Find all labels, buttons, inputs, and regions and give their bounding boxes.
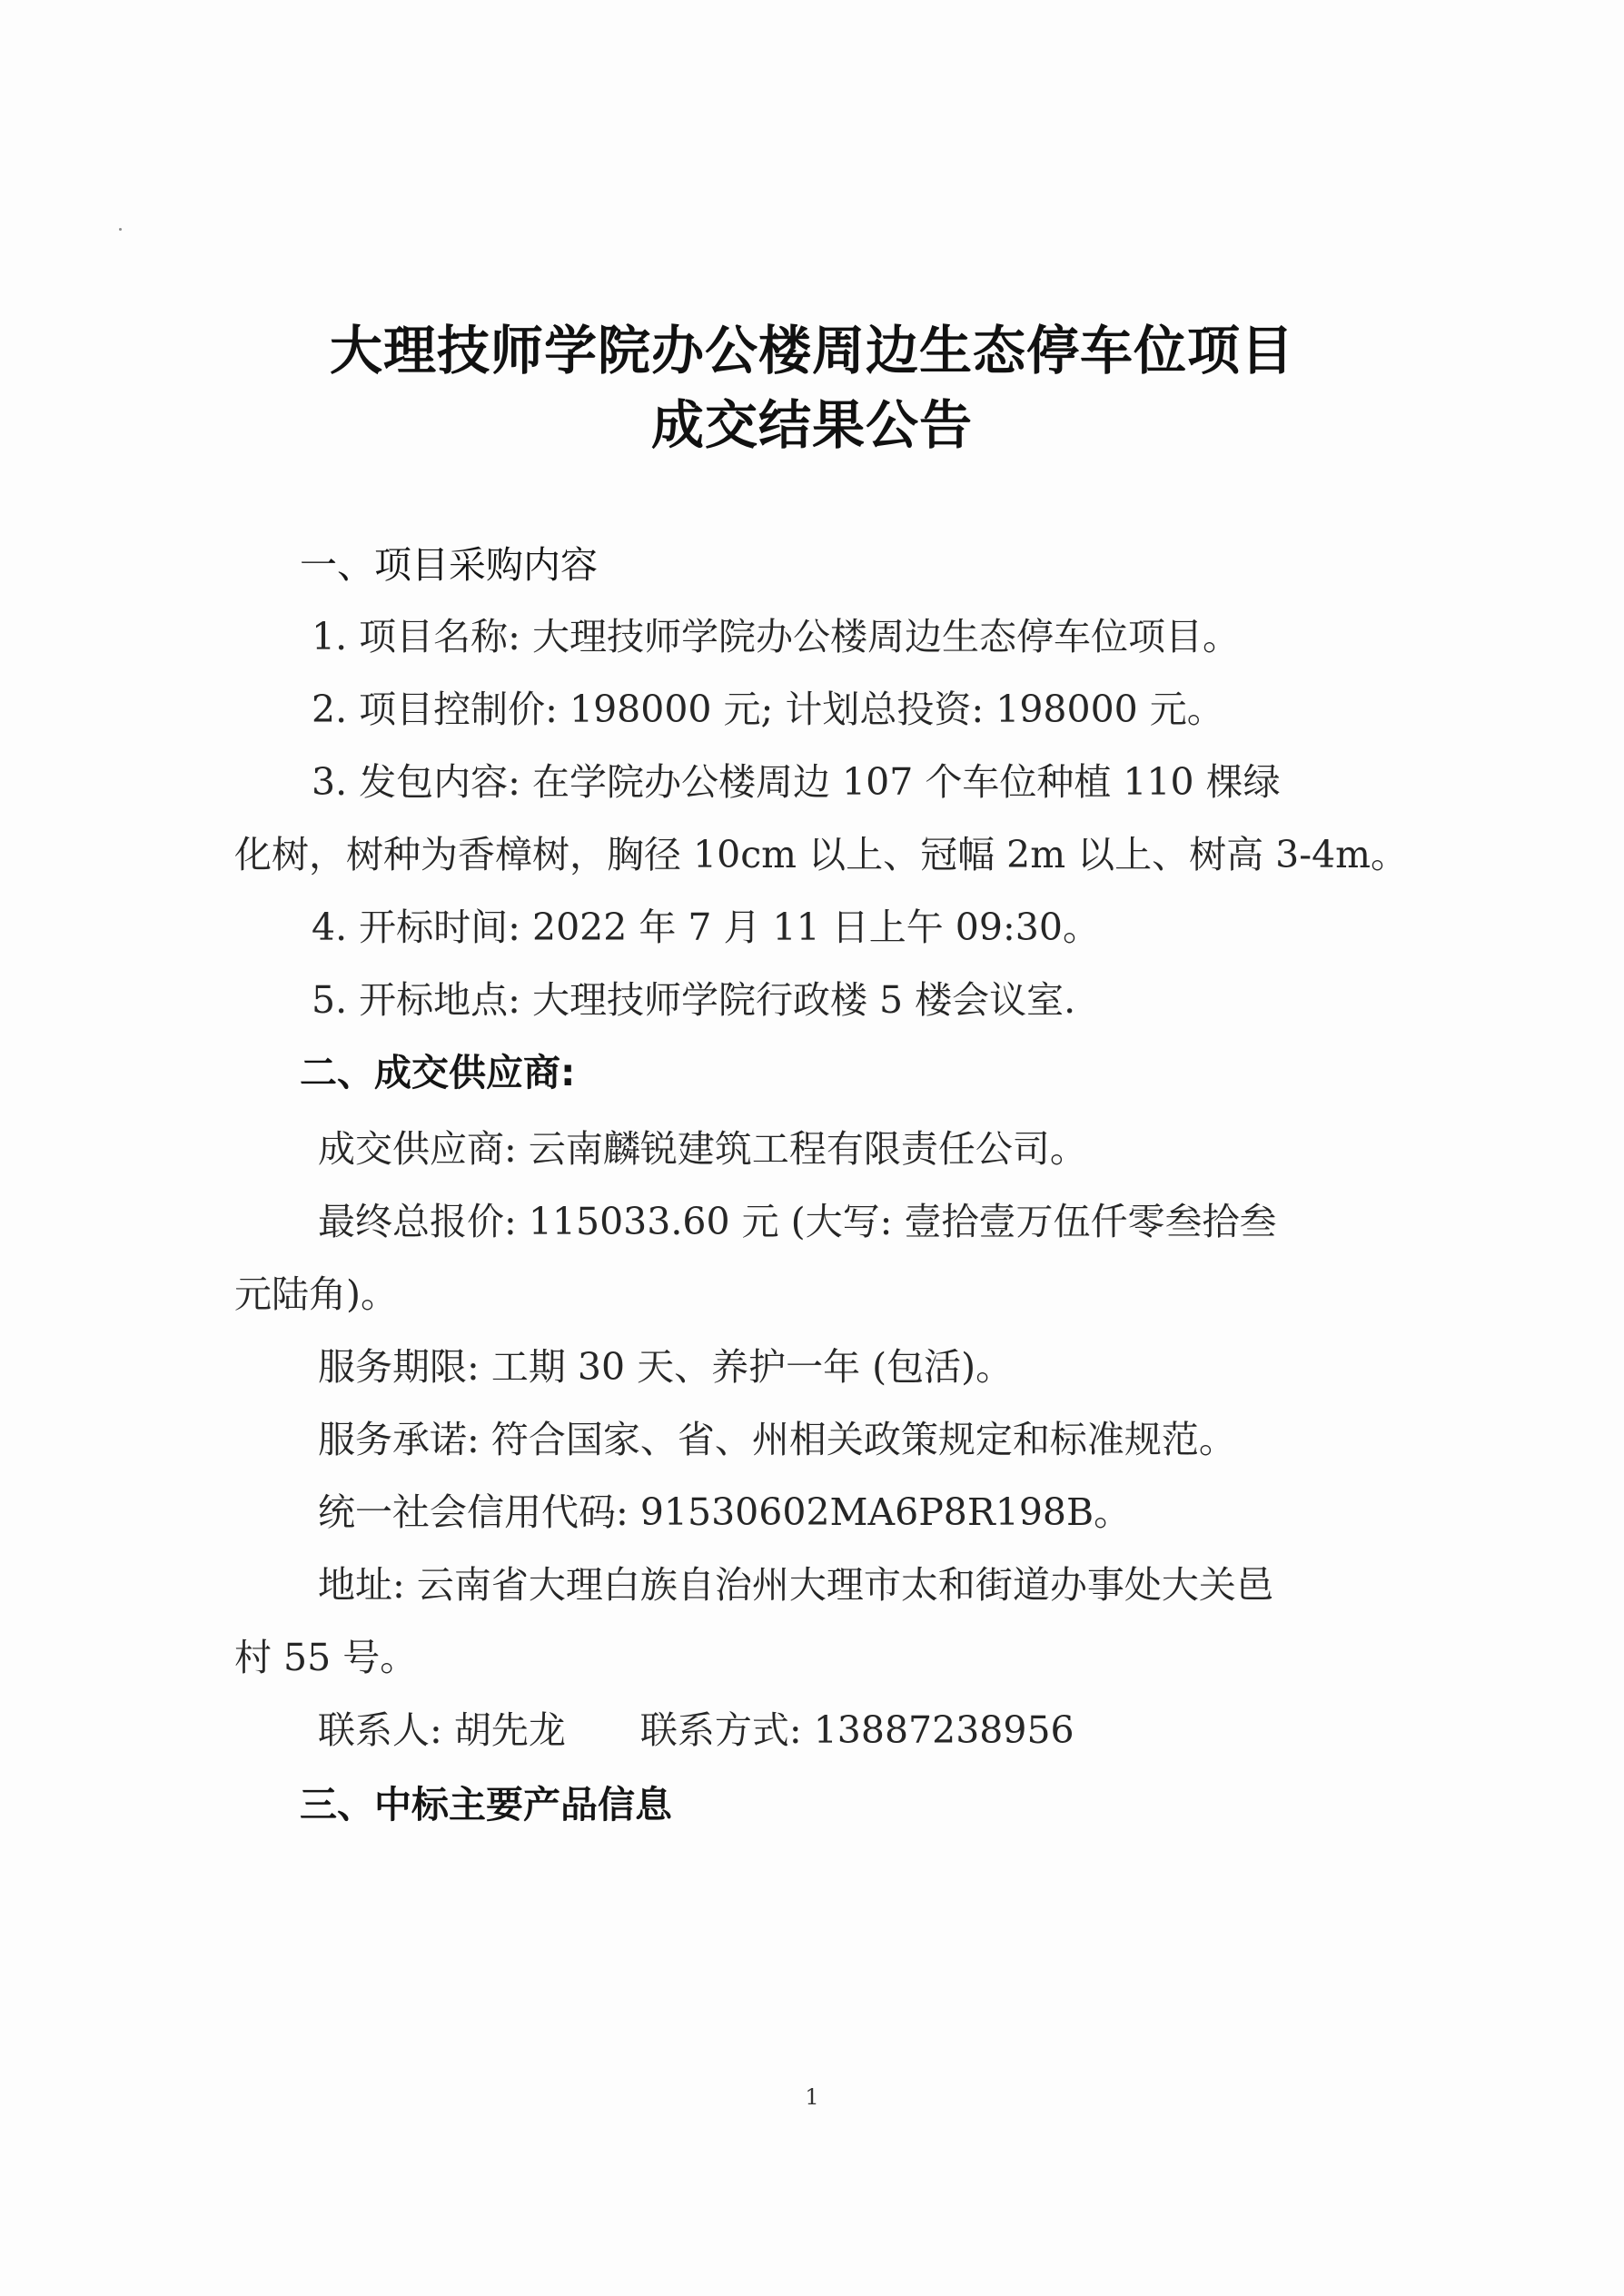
contact-info: 联系人: 胡先龙 联系方式: 13887238956 — [318, 1708, 1074, 1752]
scope-item-continuation: 化树，树种为香樟树，胸径 10cm 以上、冠幅 2m 以上、树高 3-4m。 — [234, 833, 1409, 876]
supplier-address-continuation: 村 55 号。 — [234, 1636, 418, 1679]
scope-item: 3. 发包内容: 在学院办公楼周边 107 个车位种植 110 棵绿 — [312, 760, 1281, 804]
credit-code: 统一社会信用代码: 91530602MA6P8R198B。 — [318, 1490, 1132, 1534]
final-total-price-continuation: 元陆角)。 — [234, 1272, 398, 1316]
section-1-heading: 一、项目采购内容 — [300, 543, 598, 587]
scan-speck — [119, 228, 122, 231]
final-total-price: 最终总报价: 115033.60 元 (大写: 壹拾壹万伍仟零叁拾叁 — [318, 1200, 1277, 1243]
document-title-line-2: 成交结果公告 — [650, 394, 973, 456]
service-commitment: 服务承诺: 符合国家、省、州相关政策规定和标准规范。 — [318, 1418, 1236, 1461]
service-period: 服务期限: 工期 30 天、养护一年 (包活)。 — [318, 1345, 1014, 1389]
supplier-address: 地址: 云南省大理白族自治州大理市太和街道办事处大关邑 — [318, 1563, 1273, 1607]
document-title-line-1: 大理技师学院办公楼周边生态停车位项目 — [329, 320, 1294, 381]
page-number: 1 — [805, 2084, 819, 2110]
bid-opening-location-item: 5. 开标地点: 大理技师学院行政楼 5 楼会议室. — [312, 978, 1076, 1022]
section-2-heading: 二、成交供应商: — [300, 1051, 576, 1094]
project-name-item: 1. 项目名称: 大理技师学院办公楼周边生态停车位项目。 — [312, 615, 1240, 658]
supplier-name: 成交供应商: 云南麟锐建筑工程有限责任公司。 — [318, 1127, 1087, 1171]
bid-opening-time-item: 4. 开标时间: 2022 年 7 月 11 日上午 09:30。 — [312, 906, 1100, 949]
section-3-heading: 三、中标主要产品信息 — [300, 1783, 672, 1826]
control-price-item: 2. 项目控制价: 198000 元; 计划总投资: 198000 元。 — [312, 688, 1224, 731]
